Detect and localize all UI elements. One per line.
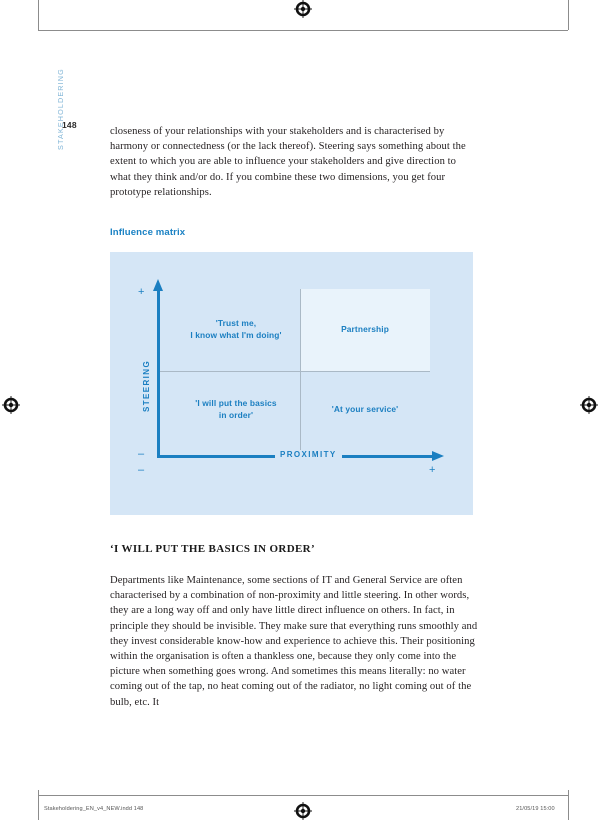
registration-mark-right [580,396,598,414]
steering-axis-line [157,290,160,458]
registration-mark-left [2,396,20,414]
trim-mark-bottom-right [568,790,569,820]
quadrant-label-at-your-service: 'At your service' [331,404,399,414]
section-heading: ‘I WILL PUT THE BASICS IN ORDER’ [110,543,315,555]
registration-mark-top [294,0,312,18]
footer-filename: Stakeholdering_EN_v4_NEW.indd 148 [44,806,144,812]
section-paragraph: Departments like Maintenance, some sections of IT and General Service are often characterised by a combination of non-proximity and little steering. In other words, they are a long way off and only have little direct influence on others. In fact, in principle they should be invisible. They make sure that everything runs smoothly and they invest considerable know-how and experience to achieve this. Their positioning within the organisation is often a thankless one, because they only come into the picture when something goes wrong. And sometimes this means literally: no water coming out of the tap, no heat coming out of the radiator, no light coming out of the bulb, etc. It [110,575,478,708]
intro-paragraph: closeness of your relationships with your stakeholders and is characterised by harmony or connectedness (or the lack thereof). Steering says something about the extent to which you are able to influence your stakeholders and give direction to what they think and/or do. If you combine these two dimensions, you get four prototype relationships. [110,126,466,198]
page-number: 148 [62,120,77,130]
proximity-negative-sign: – [138,464,145,476]
registration-mark-bottom [294,802,312,820]
figure-title: Influence matrix [110,227,186,238]
steering-negative-sign: – [138,448,145,460]
section-heading-block [110,543,478,555]
influence-matrix-figure [110,252,473,515]
quadrant-label-partnership: Partnership [341,324,389,334]
footer-timestamp: 21/05/19 15:00 [516,806,555,812]
running-head: STAKEHOLDERING [56,68,65,150]
quadrant-label-basics-order: 'I will put the basics in order' [195,398,277,420]
trim-rule-top [38,30,568,31]
proximity-positive-sign: + [429,464,436,476]
steering-axis-label: STEERING [142,359,151,412]
intro-text-block [110,124,478,200]
proximity-axis-arrow-icon [432,451,444,461]
trim-mark-top-right [568,0,569,30]
quadrant-divider-horizontal [157,371,430,372]
trim-rule-bottom [38,795,568,796]
steering-positive-sign: + [138,286,145,298]
section-text-block [110,573,478,710]
quadrant-label-trust-me: 'Trust me, I know what I'm doing' [190,318,282,340]
trim-mark-top-left [38,0,39,30]
proximity-axis-label: PROXIMITY [275,450,342,459]
quadrant-divider-vertical [300,289,301,451]
steering-axis-arrow-icon [153,279,163,291]
